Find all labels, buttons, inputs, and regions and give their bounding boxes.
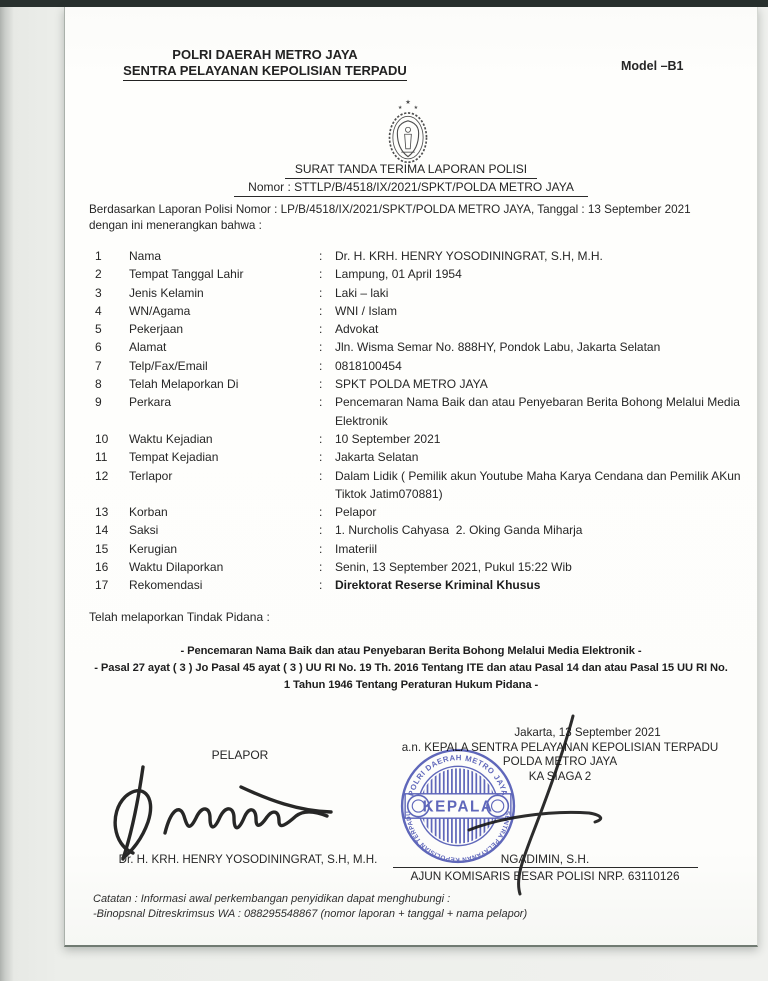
field-label: Tempat Tanggal Lahir <box>129 267 244 282</box>
field-label: Telp/Fax/Email <box>129 358 208 373</box>
field-colon: : <box>319 523 323 538</box>
field-number: 5 <box>95 322 102 337</box>
field-number: 15 <box>95 541 109 556</box>
document-title: SURAT TANDA TERIMA LAPORAN POLISI <box>285 161 537 179</box>
field-label: Tempat Kejadian <box>129 450 219 465</box>
field-row <box>95 448 745 466</box>
signature-underline <box>393 867 698 868</box>
field-colon: : <box>319 377 323 392</box>
field-row <box>95 302 745 320</box>
place-date-line: Jakarta, 13 September 2021 <box>514 726 661 739</box>
field-label: Nama <box>129 249 162 263</box>
field-label: Terlapor <box>129 468 173 483</box>
field-colon: : <box>319 395 323 410</box>
field-colon: : <box>319 267 323 282</box>
crime-statement <box>91 643 731 694</box>
official-rank-nrp: AJUN KOMISARIS BESAR POLISI NRP. 63110126 <box>410 869 680 883</box>
field-row <box>95 576 745 594</box>
field-row <box>95 357 745 375</box>
field-label: Pekerjaan <box>129 322 184 337</box>
field-row <box>95 284 745 302</box>
field-number: 11 <box>95 450 108 465</box>
field-value: Lampung, 01 April 1954 <box>335 267 462 282</box>
field-row <box>95 393 745 430</box>
field-row <box>95 503 745 521</box>
report-field-list <box>95 247 745 595</box>
official-authority-line2: POLDA METRO JAYA <box>502 755 618 768</box>
form-model-label: Model –B1 <box>621 59 684 73</box>
field-value: SPKT POLDA METRO JAYA <box>335 377 488 392</box>
field-colon: : <box>319 468 323 483</box>
official-authority-line1: a.n. KEPALA SENTRA PELAYANAN KEPOLISIAN TERPADU <box>401 740 719 754</box>
footer-note-line2: -Binopsnal Ditreskrimsus WA : 088295548867 (nomor laporan + tanggal + nama pelapor) <box>93 908 528 920</box>
field-label: Waktu Kejadian <box>129 431 213 446</box>
field-colon: : <box>319 303 323 318</box>
field-label: WN/Agama <box>129 303 191 318</box>
field-number: 17 <box>95 578 109 593</box>
field-value: Pencemaran Nama Baik dan atau Penyebaran Berita Bohong Melalui Media Elektronik <box>335 395 744 428</box>
field-number: 16 <box>95 560 109 575</box>
field-row <box>95 558 745 576</box>
svg-text:★: ★ <box>397 105 403 112</box>
field-value: Laki – laki <box>335 285 389 300</box>
field-label: Kerugian <box>129 541 178 556</box>
intro-paragraph <box>89 202 753 234</box>
field-value: Imateriil <box>335 541 378 556</box>
svg-text:★: ★ <box>405 99 411 106</box>
field-label: Saksi <box>129 523 159 538</box>
reporter-role-label: PELAPOR <box>211 748 269 762</box>
field-number: 4 <box>95 303 102 318</box>
field-number: 9 <box>95 395 102 410</box>
stamp-center-text: KEPALA <box>422 798 494 816</box>
crime-intro-line: Telah melaporkan Tindak Pidana : <box>89 610 270 624</box>
field-value: Pelapor <box>335 505 377 520</box>
reporter-name: Dr. H. KRH. HENRY YOSODININGRAT, S.H, M.H. <box>118 853 378 866</box>
field-number: 13 <box>95 505 109 520</box>
field-label: Jenis Kelamin <box>129 285 204 300</box>
field-number: 2 <box>95 267 102 282</box>
field-value: 10 September 2021 <box>335 431 441 446</box>
field-value: Senin, 13 September 2021, Pukul 15:22 Wib <box>335 560 572 575</box>
svg-text:★: ★ <box>413 105 419 112</box>
letterhead <box>95 47 435 81</box>
document-page <box>64 7 758 947</box>
field-label: Telah Melaporkan Di <box>129 377 239 392</box>
field-number: 10 <box>95 431 109 446</box>
field-value: Dr. H. KRH. HENRY YOSODININGRAT, S.H, M.H. <box>335 249 603 263</box>
stamp-ring-top-text: POLRI DAERAH METRO JAYA <box>406 753 510 797</box>
field-label: Waktu Dilaporkan <box>129 560 224 575</box>
field-colon: : <box>319 505 323 520</box>
stamp-ring-bottom-text: SENTRA PELAYANAN KEPOLISIAN TERPADU <box>405 810 511 863</box>
field-colon: : <box>319 431 323 446</box>
field-number: 3 <box>95 285 102 300</box>
document-number: Nomor : STTLP/B/4518/IX/2021/SPKT/POLDA METRO JAYA <box>234 179 588 197</box>
field-colon: : <box>319 450 323 465</box>
field-colon: : <box>319 322 323 337</box>
field-value: WNI / Islam <box>335 303 397 318</box>
field-value: Advokat <box>335 322 379 337</box>
field-colon: : <box>319 578 323 593</box>
reporter-signature-handwriting <box>99 755 339 867</box>
field-row <box>95 320 745 338</box>
field-colon: : <box>319 249 323 263</box>
field-row <box>95 467 745 504</box>
field-value: 1. Nurcholis Cahyasa 2. Oking Ganda Miharja <box>335 523 583 538</box>
field-label: Korban <box>129 505 168 520</box>
field-row <box>95 247 745 265</box>
field-number: 7 <box>95 358 102 373</box>
official-authority-line3: KA SIAGA 2 <box>528 769 592 783</box>
field-number: 1 <box>95 249 102 263</box>
field-label: Rekomendasi <box>129 578 203 593</box>
field-value: 0818100454 <box>335 358 402 373</box>
field-row <box>95 540 745 558</box>
letterhead-org-line1: POLRI DAERAH METRO JAYA <box>172 47 358 62</box>
field-value: Jakarta Selatan <box>335 450 419 465</box>
field-row <box>95 430 745 448</box>
field-number: 8 <box>95 377 102 392</box>
field-colon: : <box>319 285 323 300</box>
intro-line2: dengan ini menerangkan bahwa : <box>89 219 262 232</box>
field-row <box>95 338 745 356</box>
field-value: Direktorat Reserse Kriminal Khusus <box>335 578 541 593</box>
footer-note-line1: Catatan : Informasi awal perkembangan penyidikan dapat menghubungi : <box>93 893 451 905</box>
field-label: Perkara <box>129 395 172 410</box>
field-number: 6 <box>95 340 102 355</box>
field-number: 12 <box>95 468 109 483</box>
intro-line1: Berdasarkan Laporan Polisi Nomor : LP/B/4518/IX/2021/SPKT/POLDA METRO JAYA, Tanggal : 13 September 2021 <box>89 203 691 216</box>
field-row <box>95 375 745 393</box>
field-row <box>95 265 745 283</box>
field-number: 14 <box>95 523 109 538</box>
crime-line1: - Pencemaran Nama Baik dan atau Penyebaran Berita Bohong Melalui Media Elektronik - <box>180 645 642 657</box>
document-title-block <box>65 161 757 197</box>
crime-line2: - Pasal 27 ayat ( 3 ) Jo Pasal 45 ayat ( 3 ) UU RI No. 19 Th. 2016 Tentang ITE dan atau Pasal 14 dan atau Pasal 15 UU RI No. 1 Tahun 1946 Tentang Peraturan Hukum Pidana - <box>94 662 728 691</box>
field-label: Alamat <box>129 340 167 355</box>
field-row <box>95 521 745 539</box>
field-value: Jln. Wisma Semar No. 888HY, Pondok Labu, Jakarta Selatan <box>335 340 661 355</box>
official-name: NGADIMIN, S.H. <box>500 852 590 866</box>
letterhead-org-line2: SENTRA PELAYANAN KEPOLISIAN TERPADU <box>123 63 407 81</box>
official-name-block <box>375 852 715 883</box>
field-colon: : <box>319 358 323 373</box>
field-colon: : <box>319 340 323 355</box>
field-colon: : <box>319 541 323 556</box>
field-colon: : <box>319 560 323 575</box>
field-value: Dalam Lidik ( Pemilik akun Youtube Maha Karya Cendana dan Pemilik AKun Tiktok Jatim070881) <box>335 468 744 501</box>
polri-tribrata-emblem-icon <box>380 97 436 167</box>
photo-edge-strip <box>0 0 768 7</box>
